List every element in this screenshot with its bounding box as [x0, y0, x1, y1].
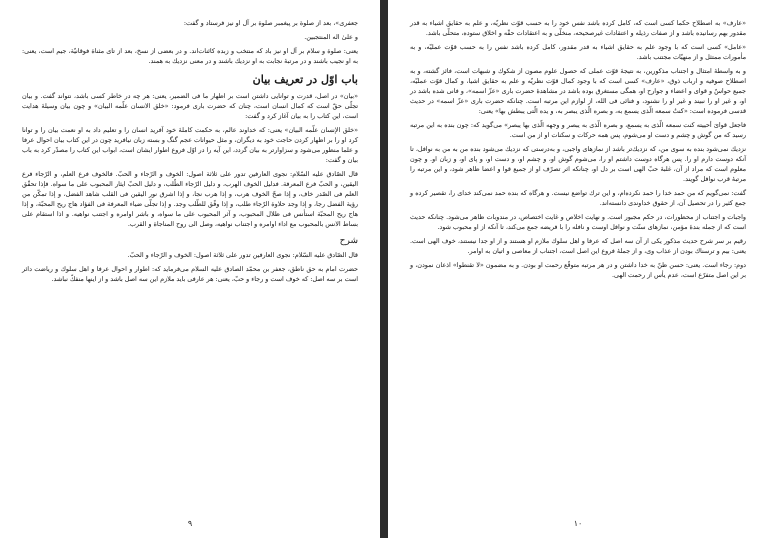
- paragraph: قال الصّادق عليه السّلام: نجوى العارفين تدور على ثلاثة اصول: الخوف و الرّجاء و الحبّ. فالخوف فرع العلم، و الرّجاء فرع اليقين، و الحبّ فرع المعرفة. فدليل الخوف الهرب، و دليل الرّجاء الطّلب، و دليل الحبّ ايثار المحبوب على ما سواه. فإذا تحقّق العلم فى الصّدر خاف، و إذا صحّ الخوف هرب، و إذا هرب نجا، و إذا اشرق نور اليقين فى القلب شاهد الفضل، و إذا تمكّن من رؤية الفضل رجا، و إذا وجد حلاوة الرّجاء طلب، و إذا وفّق للطّلب وجد. و إذا تجلّى ضياء المعرفة فى الفؤاد هاج ريح المحبّة، و إذا هاج ريح المحبّة استأنس فى ظلال المحبوب، و آثر المحبوب على ما سواه، و باشر اوامره و اجتنب نواهيه. و اذا استقام على بساط الانس بالمحبوب مع اداء اوامره و اجتناب نواهيه، وصل الى روح المناجاة و القرب.: [22, 170, 358, 228]
- paragraph: «بيان» در اصل، قدرت و توانايى داشتن است بر اظهار ما فى الضمير، يعنى: هر چه در خاطر كسى باشد، نتواند گفت. و بيان تجلّى حقّ است كه كمال انسان است، چنان كه حضرت بارى فرمود: «خلق الانسان علّمه البيان» و چون بيان وسيلۀ هدايت است، اين كتاب را به بيان آغاز كرد و گفت:: [22, 92, 358, 120]
- paragraph: «عامل» كسى است كه با وجود علم به حقايق اشياء به قدر مقدور، كامل كرده باشد نفس را به حسب قوّت عمليّه، و به مأمورات ممتثل و از منهيّات مجتنب باشد.: [410, 43, 746, 61]
- paragraph: نزديك نمى‌شود بنده به سوى من، كه نزديك‌تر باشد از نمازهاى واجبى، و به‌درستى كه نزديك مى‌شود بنده من به من به نوافل، تا آنكه دوست دارم او را. پس هرگاه دوست داشتم او را، مى‌شوم گوش او، و چشم او، و دست او، و پاى او، و زبان او. و چون معلوم است كه مراد از آن، غلبۀ حبّ الهى است بر دل او، چنانكه اثر تصرّف او از جميع قوا و اعضا ظاهر شود، و اين مرتبه را مرتبۀ قرب نوافل گويند.: [410, 145, 746, 183]
- left-page: [0, 0, 380, 538]
- page-number: ۹: [187, 519, 193, 528]
- book-gutter: [380, 0, 388, 538]
- paragraph: رقيم بر سر شرح حديث مذكور يكى از آن سه اصل كه عرفا و اهل سلوك ملازم او هستند و از او جدا نيستند، خوف الهى است. يعنى: بيم و ترسناك بودن از عذاب وى، و از جملۀ فروع اين اصل است، اجتناب از معاصى و اتيان به اوامر.: [410, 237, 746, 255]
- paragraph: «خلق الإنسان علّمه البيان» يعنى: كه خداوند عالم، به حكمت كاملۀ خود آفريد انسان را و تعليم داد به او نعمت بيان را و توانا كرد او را بر اظهار كردن حاجت خود به ديگران، و مثل حيوانات عجم گنگ و بسته زبان نيافريد چون در اين كتاب بيان احوال عرفا و علما منظور مى‌شود و سزاوارتر به بيان گردد، اين آيه را در اوّل فروع اطوار ايشان است، ابواب اين كتاب را مصدّر كرد به باب بيان و گفت:: [22, 126, 358, 164]
- paragraph: دوم: رجاء است. يعنى: حسن ظنّ به خدا داشتن و در هر مرتبه متوقّع رحمت او بودن. و به مضمون «لا تقنطوا» اذعان نمودن، و بر اين اصل متفرّع است، عدم يأس از رحمت الهى.: [410, 261, 746, 279]
- right-page-content: [410, 18, 746, 510]
- page-number: ۱۰: [573, 519, 583, 528]
- paragraph: گفت: نمى‌گويم كه من حمد خدا را حمد نكرده‌ام، و اين ترك تواضع نيست. و هرگاه كه بنده حمد نمى‌كند خداى را، تقصير كرده و جمع كثير را در تحصيل آن، از حقوق خداوندى دانسته‌اند.: [410, 189, 746, 207]
- left-page-content: [22, 18, 358, 510]
- paragraph: فاجعل قواىَ أحييته كنت سمعه الّذى به يسمع، و بصره الّذى به يبصر و وجهه الّذى بها يبصر» مى‌گويد كه: چون بنده به اين مرتبه رسيد كه من گوش و چشم و دست او مى‌شوم، پس همه حركات و سكنات او از من است.: [410, 121, 746, 139]
- section-heading: شرح: [339, 236, 358, 246]
- paragraph: حضرت امام به حق ناطق، جعفر بن محمّد الصادق عليه السلام مى‌فرمايد كه: اطوار و احوال عرفا و اهل سلوك و رياضت دائر است بر سه اصل: كه خوف است و رجاء و حبّ، يعنى: هر عارفى بايد ملازم اين سه اصل باشد و از اينها منفكّ نباشد.: [22, 265, 358, 283]
- paragraph: «عارف» به اصطلاح حكما كسى است كه، كامل كرده باشد نفس خود را به حسب قوّت نظريّه، و علم به حقايق اشياء به قدر مقدور بهم رسانيده باشد و از صفات رذيله و اعتقادات غيرصحيحه، منخلّى و به اعتقادات حقّه و اخلاق ستوده، متحلّى باشد.: [410, 19, 746, 37]
- paragraph: واجبات و اجتناب از محظورات، در حكم مجبور است. و نهايت اخلاص و غايت اختصاص، در مندوبات ظاهر مى‌شود. چنانكه حديث است كه از جمله بندۀ مؤمن، نمازهاى سنّت و نوافل اوست و نافله را با فريضه جمع مى‌كند، تا آنكه از او محبوب شود.: [410, 213, 746, 231]
- right-page: [388, 0, 768, 538]
- paragraph: و به واسطۀ امتثال و اجتناب مذكورين، به نتيجۀ قوّت عملى كه حصول علوم مصون از شكوك و شبهات است، فائز گشته، و به اصطلاح صوفيه و ارباب ذوق، «عارف» كسى است كه با وجود كمال قوّت نظريّه و علم به حقايق اشيا، و كمال قوّت عمليّه، جميع حواسّ و قواى و اعضاء و جوارح او، همگى مستغرق بوده باشد در مشاهدۀ حضرت بارى «عزّ اسمه»، و فانى شده باشد در او، و غير او را نبيند و غير او را نشنود، و فنائى فى الله، از لوازم اين مرتبه است. چنانكه حضرت بارى «عزّ اسمه» در حديث قدسى فرموده است: «كنتُ سمعه الّذى يسمع به، و بصره الّذى يبصر به، و يده الّتى يبطش بها» يعنى:: [410, 67, 746, 115]
- paragraph: قال الصّادق عليه السّلام: نجوى العارفين تدور على ثلاثة اصول: الخوف و الرّجاء و الحبّ.: [127, 251, 358, 259]
- paragraph: يعنى: صلوة و سلام بر آل او نيز باد كه منتخب و زبده كائنات‌اند. و در بعضى از نسخ، بعد از تاى مثناة فوقانيّة، جيم است، يعنى: به او نجيب باشند و در مرتبۀ نجابت به او نزديك باشند و در معنى نزديك به همند.: [22, 47, 358, 65]
- paragraph: و علىٰ اله المنتجبين.: [304, 33, 358, 41]
- chapter-heading: باب اوّل در تعريف بيان: [252, 73, 358, 86]
- paragraph: جعفرى»، بعد از صلوة بر پيغمبر صلوة بر آل او نيز فرستاد و گفت:: [183, 19, 358, 27]
